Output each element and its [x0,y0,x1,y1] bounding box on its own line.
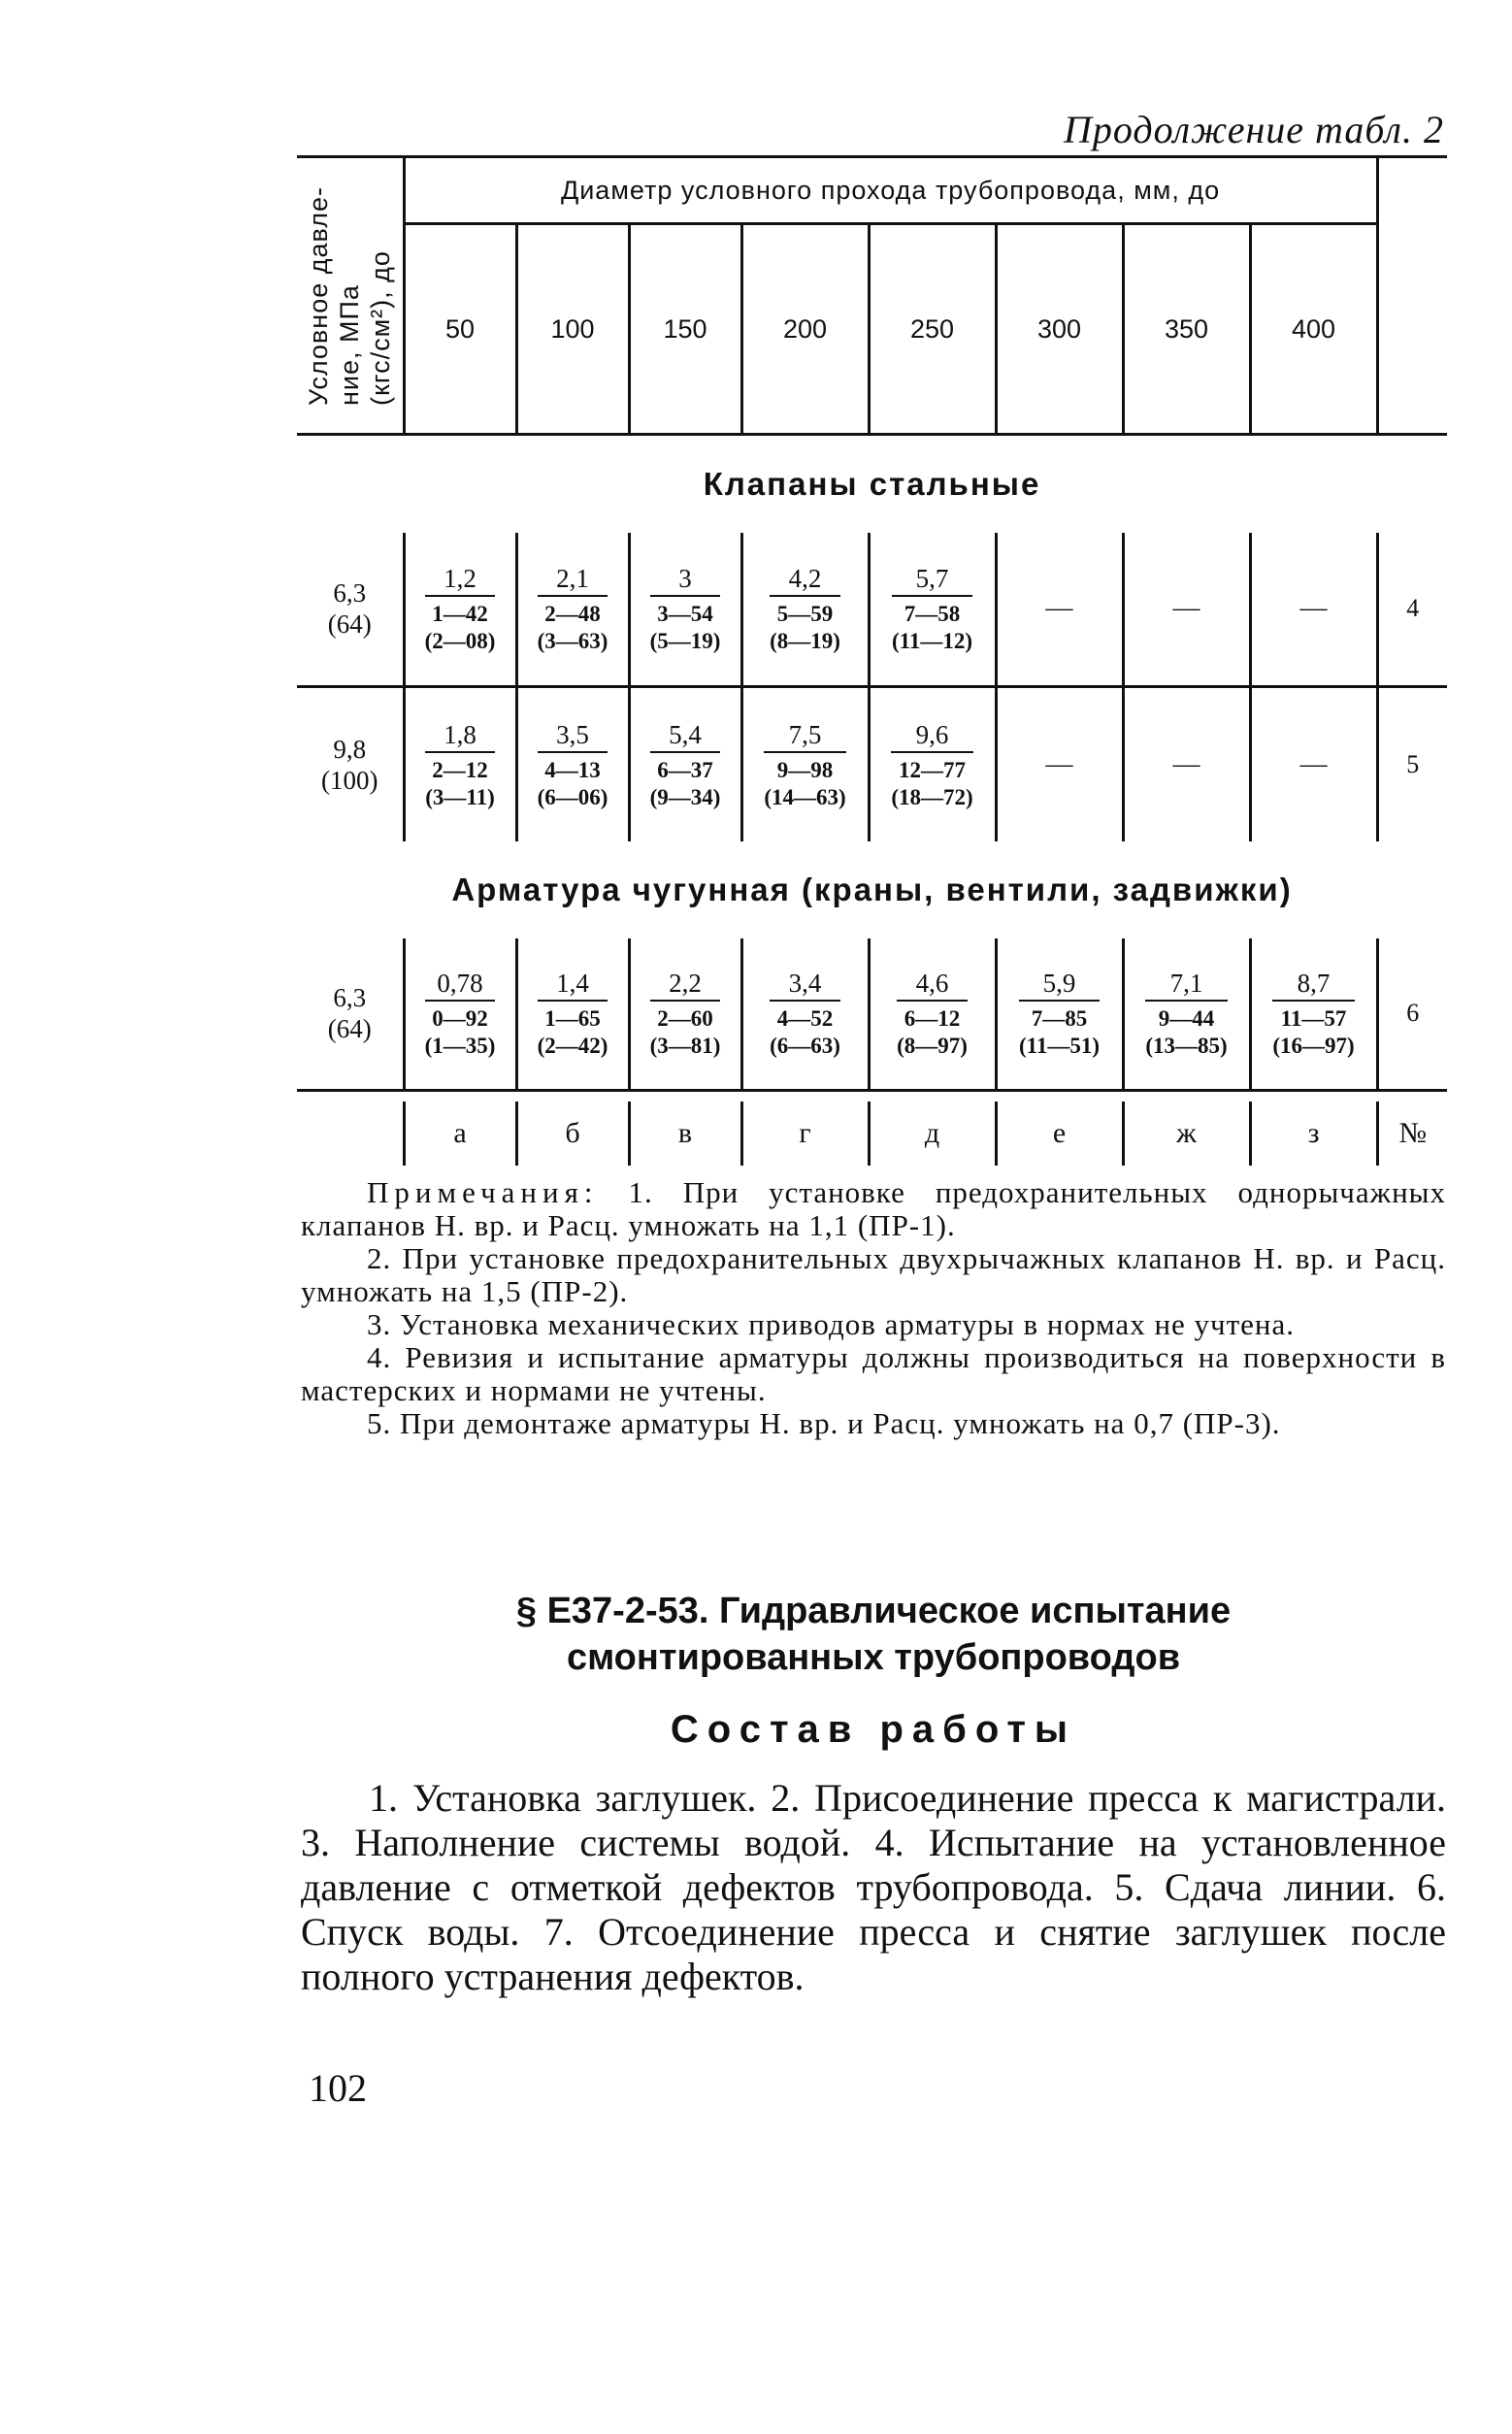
norm-cell: 3,4 4—52 (6—63) [741,938,869,1090]
pressure-header-label: Условное давле- ние, МПа (кгс/см²), до [304,185,396,406]
table-row [297,938,1447,1090]
dash-cell: — [996,686,1123,841]
continuation-label: Продолжение табл. 2 [1063,108,1444,151]
norm-cell: 2,2 2—60 (3—81) [629,938,741,1090]
page-number: 102 [309,2066,367,2110]
norm-cell: 1,2 1—42 (2—08) [404,533,516,686]
column-letter: е [996,1102,1123,1166]
norm-cell: 5,9 7—85 (11—51) [996,938,1123,1090]
norm-cell: 8,7 11—57 (16—97) [1250,938,1377,1090]
dash-cell: — [1250,533,1377,686]
norm-cell: 5,4 6—37 (9—34) [629,686,741,841]
table-row [297,686,1447,841]
diameter-150: 150 [629,224,741,435]
column-letter: г [741,1102,869,1166]
table-row [297,533,1447,686]
norm-cell: 7,1 9—44 (13—85) [1123,938,1250,1090]
note-2: 2. При установке предохранительных двухрычажных клапанов Н. вр. и Расц. умножать на 1,5 (ПР-2). [301,1241,1446,1308]
diameter-400: 400 [1250,224,1377,435]
section-heading: § Е37-2-53. Гидравлическое испытание смонтированных трубопроводов [515,1591,1232,1678]
norm-cell: 1,8 2—12 (3—11) [404,686,516,841]
diameter-50: 50 [404,224,516,435]
sostav-heading: Состав работы [670,1708,1077,1751]
dash-cell: — [996,533,1123,686]
norm-cell: 1,4 1—65 (2—42) [516,938,629,1090]
pressure-cell: 6,3 (64) [327,578,372,640]
column-letter: з [1250,1102,1377,1166]
dash-cell: — [1123,686,1250,841]
section-title-steel-valves: Клапаны стальные [703,466,1041,502]
column-letter: д [869,1102,996,1166]
row-number: 6 [1377,938,1447,1090]
column-letter: б [516,1102,629,1166]
note-1: Примечания: 1. При установке предохранительных однорычажных клапанов Н. вр. и Расц. умножать на 1,1 (ПР-1). [301,1175,1446,1242]
norm-cell: 5,7 7—58 (11—12) [869,533,996,686]
diameter-300: 300 [996,224,1123,435]
diameter-350: 350 [1123,224,1250,435]
row-number: 4 [1377,533,1447,686]
letters-spacer [297,1102,404,1166]
norm-cell: 0,78 0—92 (1—35) [404,938,516,1090]
dash-cell: — [1250,686,1377,841]
notes-block [301,1176,1446,1440]
note-3: 3. Установка механических приводов арматуры в нормах не учтена. [367,1307,1296,1341]
number-sign: № [1377,1102,1447,1166]
column-letter: в [629,1102,741,1166]
pressure-cell: 6,3 (64) [297,938,404,1090]
table-gap [297,1090,1447,1102]
norm-cell: 4,2 5—59 (8—19) [741,533,869,686]
norms-table [297,155,1447,1166]
row-number: 5 [1377,686,1447,841]
column-letter: а [404,1102,516,1166]
norm-cell: 3,5 4—13 (6—06) [516,686,629,841]
norm-cell: 2,1 2—48 (3—63) [516,533,629,686]
norm-cell: 7,5 9—98 (14—63) [741,686,869,841]
header-empty-cell [1377,157,1447,435]
pressure-cell: 9,8 (100) [297,686,404,841]
section-title-cast-iron: Арматура чугунная (краны, вентили, задвижки) [451,872,1293,907]
notes-label: Примечания: [367,1175,599,1209]
note-4: 4. Ревизия и испытание арматуры должны производиться на поверхности в мастерских и нормами не учтены. [301,1340,1446,1407]
note-5: 5. При демонтаже арматуры Н. вр. и Расц. умножать на 0,7 (ПР-3). [367,1406,1281,1440]
column-letter: ж [1123,1102,1250,1166]
dash-cell: — [1123,533,1250,686]
norm-cell: 9,6 12—77 (18—72) [869,686,996,841]
sostav-text: 1. Установка заглушек. 2. Присоединение пресса к магистрали. 3. Наполнение системы водой. 4. Испытание на установленное давление с отметкой дефектов трубопровода. 5. Сдача линии. 6. Спуск воды. 7. Отсоединение пресса и снятие заглушек после полного устранения дефектов. [301,1776,1446,1998]
diameter-250: 250 [869,224,996,435]
diameter-header: Диаметр условного прохода трубопровода, мм, до [404,157,1377,224]
column-letters-row [297,1102,1447,1166]
norm-cell: 3 3—54 (5—19) [629,533,741,686]
norm-cell: 4,6 6—12 (8—97) [869,938,996,1090]
diameter-200: 200 [741,224,869,435]
pressure-header-cell [297,157,404,435]
diameter-100: 100 [516,224,629,435]
